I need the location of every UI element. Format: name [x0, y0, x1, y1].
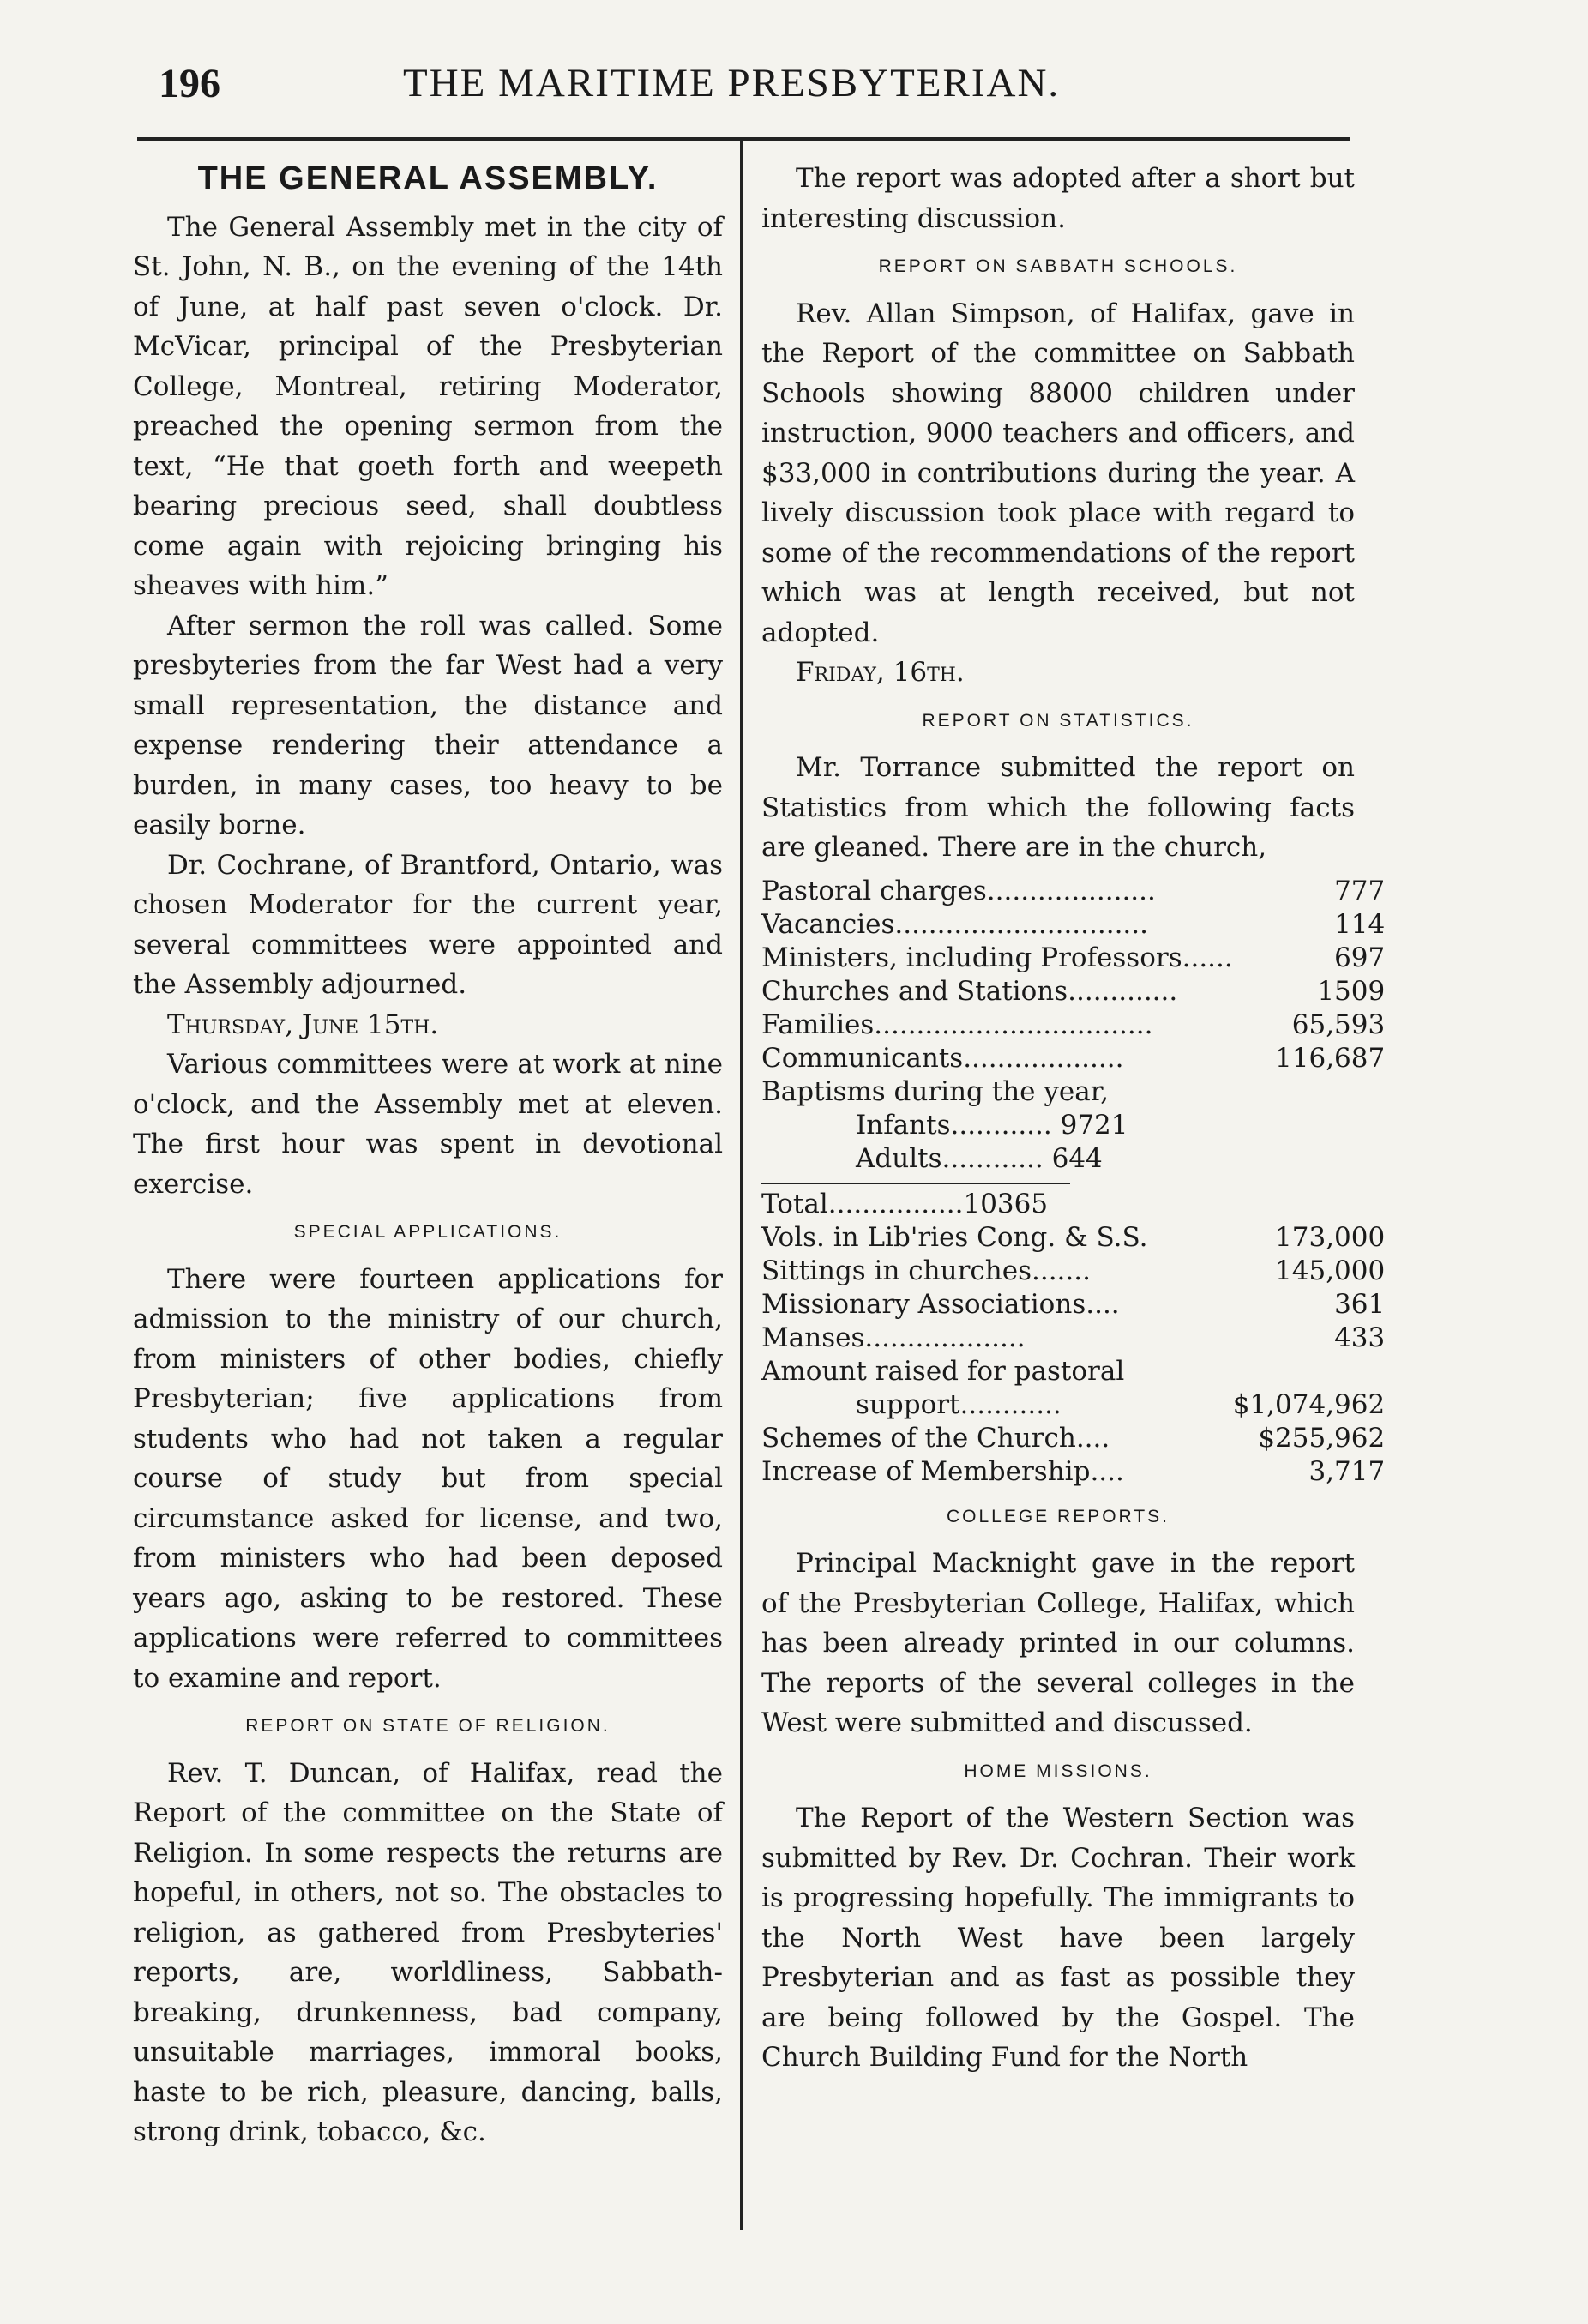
stat-value: 3,717: [1308, 1455, 1386, 1487]
table-row: [761, 1455, 1385, 1489]
header-rule: [137, 137, 1350, 141]
dateline-friday: Friday, 16th.: [796, 657, 965, 688]
stat-value: 65,593: [1291, 1008, 1386, 1040]
table-row: [761, 1109, 1385, 1142]
stat-value: 9721: [1060, 1109, 1128, 1141]
stat-value: 433: [1334, 1322, 1386, 1353]
stat-label: Vacancies..............................: [761, 908, 1148, 940]
running-title: THE MARITIME PRESBYTERIAN.: [403, 61, 1061, 105]
stat-label: Baptisms during the year,: [761, 1075, 1109, 1107]
right-column: [761, 159, 1386, 2078]
table-row: [761, 908, 1385, 942]
section-heading-sabbath-schools: REPORT ON SABBATH SCHOOLS.: [878, 256, 1238, 276]
stat-label: Amount raised for pastoral: [761, 1355, 1125, 1387]
stat-label: Adults............ 644: [856, 1142, 1103, 1174]
running-header: [159, 60, 1359, 129]
stat-label: Vols. in Lib'ries Cong. & S.S.: [761, 1221, 1148, 1253]
table-row: [761, 1388, 1385, 1422]
paragraph: The report was adopted after a short but interesting discussion.: [761, 163, 1355, 234]
paragraph: The General Assembly met in the city of St. John, N. B., on the evening of the 14th of June, at half past seven o'clock. Dr. McVicar, principal of the Presbyterian College, Montreal, retiring Moderator, preached the opening sermon from the text, “He that goeth forth and weepeth bearing precious seed, shall doubtless come again with rejoicing bringing his sheaves with him.”: [133, 211, 723, 601]
section-heading-special-applications: SPECIAL APPLICATIONS.: [293, 1222, 562, 1242]
total-rule: [761, 1183, 1070, 1184]
table-row: [761, 1008, 1385, 1042]
table-row: [761, 975, 1385, 1008]
section-heading-state-of-religion: REPORT ON STATE OF RELIGION.: [245, 1716, 611, 1736]
table-row: [761, 875, 1385, 908]
page-number: 196: [159, 61, 220, 106]
stat-value: 145,000: [1275, 1255, 1386, 1286]
stat-label: Manses...................: [761, 1322, 1026, 1353]
paragraph: Dr. Cochrane, of Brantford, Ontario, was chosen Moderator for the current year, several committees were appointed and the Assembly adjourned.: [133, 849, 723, 1000]
article-title: THE GENERAL ASSEMBLY.: [197, 160, 659, 196]
paragraph: Rev. Allan Simpson, of Halifax, gave in the Report of the committee on Sabbath Schools showing 88000 children under instruction, 9000 teachers and officers, and $33,000 in contributions during the year. A lively discussion took place with regard to some of the recommendations of the report which was at length received, but not adopted.: [761, 298, 1355, 648]
stat-value: $255,962: [1258, 1422, 1386, 1454]
stat-label: Pastoral charges....................: [761, 875, 1156, 906]
stat-label: Churches and Stations.............: [761, 975, 1178, 1007]
stat-value: 644: [1051, 1142, 1103, 1174]
stat-value: 361: [1334, 1288, 1386, 1320]
stat-value: 697: [1334, 942, 1386, 973]
paragraph: Rev. T. Duncan, of Halifax, read the Report of the committee on the State of Religion. In some respects the returns are hopeful, in others, not so. The obstacles to religion, as gathered from Presbyteries' reports, are, worldliness, Sabbath-breaking, drunkenness, bad company, unsuitable marriages, immoral books, haste to be rich, pleasure, dancing, balls, strong drink, tobacco, &c.: [133, 1757, 723, 2147]
statistics-table: [761, 875, 1385, 1489]
paragraph: Various committees were at work at nine o'clock, and the Assembly met at eleven. The first hour was spent in devotional exercise.: [133, 1049, 723, 1200]
table-row: [761, 1188, 1385, 1221]
paragraph: After sermon the roll was called. Some presbyteries from the far West had a very small representation, the distance and expense rendering their attendance a burden, in many cases, too heavy to be easily borne.: [133, 610, 723, 840]
dateline-thursday: Thursday, June 15th.: [167, 1008, 439, 1040]
paragraph: There were fourteen applications for admission to the ministry of our church, from ministers of other bodies, chiefly Presbyterian; five applications from students who had not taken a regular course of study but from special circumstance asked for license, and two, from ministers who had been deposed years ago, asking to be restored. These applications were referred to committees to examine and report.: [133, 1263, 723, 1694]
table-row: [761, 1422, 1385, 1455]
stat-value: $1,074,962: [1232, 1388, 1386, 1420]
stat-label: Families.................................: [761, 1008, 1153, 1040]
column-rule: [740, 141, 743, 2230]
table-row: [761, 1176, 1385, 1188]
stat-label: Total................10365: [761, 1188, 1049, 1219]
table-row: [761, 1042, 1385, 1075]
table-row: [761, 1255, 1385, 1288]
stat-label: Increase of Membership....: [761, 1455, 1124, 1487]
left-column: [133, 159, 723, 2152]
stat-label: Communicants...................: [761, 1042, 1124, 1074]
section-heading-college-reports: COLLEGE REPORTS.: [946, 1506, 1170, 1526]
table-row: [761, 1075, 1385, 1109]
paragraph: The Report of the Western Section was submitted by Rev. Dr. Cochran. Their work is progressing hopefully. The immigrants to the North West have been largely Presbyterian and as fast as possible they are being followed by the Gospel. The Church Building Fund for the North: [761, 1803, 1355, 2073]
stat-label: Missionary Associations....: [761, 1288, 1120, 1320]
stat-label: Sittings in churches.......: [761, 1255, 1091, 1286]
stat-value: 114: [1334, 908, 1386, 940]
paragraph: Principal Macknight gave in the report of the Presbyterian College, Halifax, which has been already printed in our columns. The reports of the several colleges in the West were submitted and discussed.: [761, 1548, 1355, 1738]
stat-label: Ministers, including Professors......: [761, 942, 1233, 973]
table-row: [761, 1355, 1385, 1388]
stat-value: 1509: [1317, 975, 1386, 1007]
table-row: [761, 942, 1385, 975]
stat-value: 10365: [963, 1188, 1049, 1219]
paragraph: Mr. Torrance submitted the report on Statistics from which the following facts are gleaned. There are in the church,: [761, 752, 1355, 863]
table-row: [761, 1322, 1385, 1355]
stat-label: support............: [856, 1388, 1062, 1420]
section-heading-statistics: REPORT ON STATISTICS.: [922, 710, 1194, 731]
stat-value: 173,000: [1275, 1221, 1386, 1253]
stat-label: Infants............ 9721: [856, 1109, 1128, 1141]
section-heading-home-missions: HOME MISSIONS.: [964, 1761, 1152, 1781]
table-row: [761, 1142, 1385, 1176]
stat-label: Schemes of the Church....: [761, 1422, 1110, 1454]
table-row: [761, 1221, 1385, 1255]
table-row: [761, 1288, 1385, 1322]
stat-value: 777: [1334, 875, 1386, 906]
stat-value: 116,687: [1275, 1042, 1386, 1074]
